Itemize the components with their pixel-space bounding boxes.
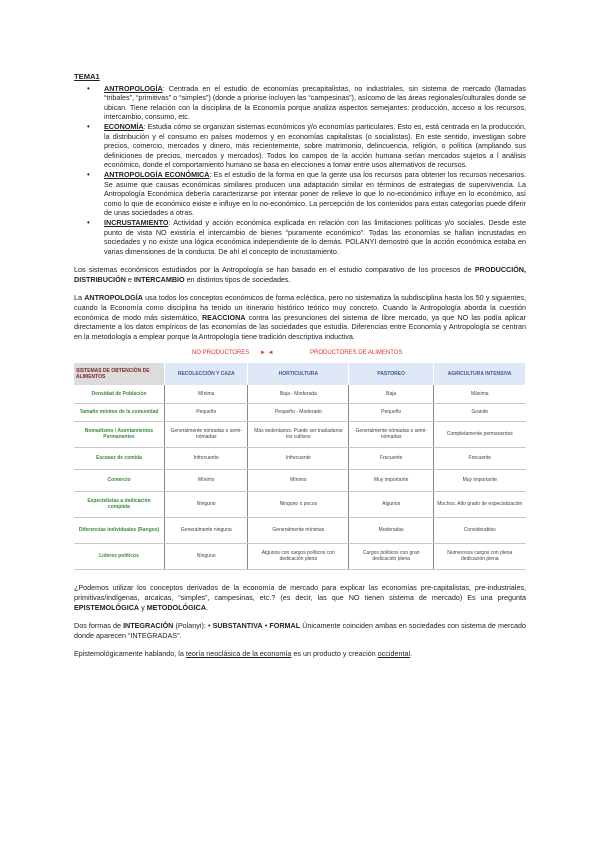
table-cell: Numerosos cargos con plena dedicación plena xyxy=(434,543,526,569)
table-cell: Ninguno o pocos xyxy=(248,491,349,517)
definition: : Actividad y acción económica explicada en relación con las limitaciones políticas y/o sociales. Desde este punto de vista NO existiría el intercambio de bienes “puramente económico”. Todas las economías se hallan incrustadas en sociedades y no existe una lógica económica independiente de lo demás. POLANYI demostró que la acción económica estaba en varias dimensiones de la conducta. De ahí el concepto de incrustamiento. xyxy=(104,217,526,256)
table-cell: Muy importante xyxy=(434,469,526,491)
term: INCRUSTAMIENTO xyxy=(104,217,169,227)
table-cell: Muy importante xyxy=(349,469,434,491)
table-cell: Baja xyxy=(349,385,434,403)
term: ANTROPOLOGÍA ECONÓMICA xyxy=(104,169,210,179)
document-page xyxy=(74,72,526,659)
bold-text: INTERCAMBIO xyxy=(133,274,185,284)
paragraph-systems xyxy=(74,265,526,284)
row-header: Especialistas a dedicación completa xyxy=(74,491,165,517)
definition: : Estudia cómo se organizan sistemas económicos y/o economías particulares. Esto es, está centrada en la producción, la distribución y el consumo en países modernos y en economías capitalistas (o socialistas). En este sentido, investigan sobre precios, comercio, mercados y dinero, más recientemente, sobre matrimonio, delincuencia, religión, o política (ampliando sus definiciones de precios, mercados y mercados). Todos los campos de la acción humana serían mercados sujetos a l análisis económico, donde el comportamiento humano se basa en elecciones a tomar entre usos alternativos de recursos. xyxy=(104,121,526,170)
table-header-row xyxy=(74,363,526,385)
bold-text: FORMAL xyxy=(269,621,301,631)
table-row xyxy=(74,517,526,543)
table-row xyxy=(74,421,526,447)
text: e xyxy=(125,274,134,284)
text: . xyxy=(410,649,413,659)
table-cell: Mínima xyxy=(165,385,248,403)
term: ECONOMÍA xyxy=(104,121,144,131)
table-cell: Mínimo xyxy=(248,469,349,491)
table-header: RECOLECCIÓN Y CAZA xyxy=(165,363,248,385)
bold-text: PRODUCCIÓN, DISTRIBUCIÓN xyxy=(74,265,526,284)
table-cell: Algunos xyxy=(349,491,434,517)
table-cell: Ninguno xyxy=(165,543,248,569)
table-cell: Pequeño - Moderado xyxy=(248,403,349,421)
definitions-list xyxy=(74,84,526,257)
bold-text: SUBSTANTIVA xyxy=(212,621,263,631)
label-non-producers: NO PRODUCTORES xyxy=(192,350,250,357)
table-row xyxy=(74,543,526,569)
table-cell: Generalmente nómadas o semi-nómadas xyxy=(165,421,248,447)
list-item xyxy=(104,122,526,170)
table-cell: Generalmente ninguna xyxy=(165,517,248,543)
table-cell: Infrecuente xyxy=(248,447,349,469)
paragraph-epistemology xyxy=(74,649,526,659)
table-cell: Mínimo xyxy=(165,469,248,491)
table-row xyxy=(74,385,526,403)
table-cell: Pequeño xyxy=(349,403,434,421)
row-header: Tamaño mínimo de la comunidad xyxy=(74,403,165,421)
text: usa todos los conceptos económicos de forma ecléctica, pero no sistematiza la subdisciplina hasta los 50 y siguientes, cuando la Economía como disciplina ha tenido un itinerario histórico teórico muy concreto. Cuando la Antropología aborda la cuestión económica de modo más sistemático, xyxy=(74,293,527,322)
text: Epistemológicamente hablando, la xyxy=(74,649,186,659)
text: • xyxy=(262,621,270,631)
row-header: Diferencias individuales (Rangos) xyxy=(74,517,165,543)
table-cell: Moderadas xyxy=(349,517,434,543)
table-row xyxy=(74,469,526,491)
table-cell: Generalmente nómadas o semi-nómadas xyxy=(349,421,434,447)
table-cell: Frecuente xyxy=(349,447,434,469)
row-header: Comercio xyxy=(74,469,165,491)
text: Los sistemas económicos estudiados por la Antropología se han basado en el estudio comparativo de los procesos de xyxy=(74,265,475,275)
table-cell: Ninguno xyxy=(165,491,248,517)
table-header: PASTOREO xyxy=(349,363,434,385)
table-cell: Más sedentarios. Puede ser trasladarse los cultivos xyxy=(248,421,349,447)
list-item xyxy=(104,218,526,256)
definition: : Es el estudio de la forma en que la gente usa los recursos para obtener los recursos necesarios. Se asume que causas económicas similares producen una adaptación similar en términos de estrategias de supervivencia. La Antropología Económica debería caracterizarse por intentar poner de relieve lo que lo no-económico influye en lo económico, así como lo que de económico existe e influye en lo no-económico. La percepción de los contenidos para estas categorías puede diferir de unas sociedades a otras. xyxy=(104,169,526,218)
paragraph-integration xyxy=(74,621,526,640)
table-top-labels xyxy=(74,349,526,359)
bold-text: INTEGRACIÓN xyxy=(123,621,174,631)
list-item xyxy=(104,170,526,218)
list-item xyxy=(104,84,526,122)
row-header: Escasez de comida xyxy=(74,447,165,469)
table-cell: Grande xyxy=(434,403,526,421)
row-header: Líderes políticos xyxy=(74,543,165,569)
row-header: Nomadismo / Asentamientos Permanentes xyxy=(74,421,165,447)
bold-text: EPISTEMOLÓGICA xyxy=(74,602,140,612)
table-cell: Infrecuente xyxy=(165,447,248,469)
table-cell: Algunos con cargos políticos con dedicación plena xyxy=(248,543,349,569)
table-header: AGRICULTURA INTENSIVA xyxy=(434,363,526,385)
text: . xyxy=(206,602,209,612)
text: Únicamente coinciden ambas en sociedades con sistema de mercado donde aparecen “INTEGRADAS”. xyxy=(74,621,526,640)
paragraph-anthropology xyxy=(74,293,526,341)
text: Dos formas de xyxy=(74,621,124,631)
text: contra las presunciones del sistema de libre mercado, ya que NO las podía aplicar directamente a los datos empíricos de las economías de las sociedades que estudia. Diferencias entre Economía y Antropología se centran en la metodología a emplear porque la Antropología tiene tradición descriptiva inductiva. xyxy=(74,312,526,341)
table-header: SISTEMAS DE OBTENCIÓN DE ALIMENTOS xyxy=(74,363,165,385)
table-cell: Considerables xyxy=(434,517,526,543)
underlined-text: teoría neoclásica de la economía xyxy=(185,649,292,659)
table-row xyxy=(74,403,526,421)
paragraph-question xyxy=(74,583,526,612)
term: ANTROPOLOGÍA xyxy=(104,83,163,93)
text: es un producto y creación xyxy=(291,649,378,659)
food-systems-table-figure xyxy=(74,349,526,583)
table-row xyxy=(74,491,526,517)
table-cell: Pequeño xyxy=(165,403,248,421)
table-cell: Cargos políticos con gran dedicación plena xyxy=(349,543,434,569)
table-cell: Completamente permanentes xyxy=(434,421,526,447)
text: y xyxy=(139,602,147,612)
text: ¿Podemos utilizar los conceptos derivados de la economía de mercado para explicar las economías pre-capitalistas, pre-industriales, primitivas/indígenas, arcaicas, “simples”, campesinas, etc.? (es decir, las que NO tienen sistema de mercado) Es una pregunta xyxy=(74,583,526,603)
underlined-text: occidental xyxy=(377,649,411,659)
bold-text: ANTROPOLOGÍA xyxy=(84,293,143,303)
table-cell: Baja - Moderada xyxy=(248,385,349,403)
label-producers: PRODUCTORES DE ALIMENTOS xyxy=(310,350,403,357)
bold-text: METODOLÓGICA xyxy=(146,602,207,612)
definition: : Centrada en el estudio de economías precapitalistas, no industriales, sin sistema de mercado (llamadas “tribales”, “primitivas” o “simples”) (donde a priorise incluyen las “campesinas”), asícomo de las áreas regionales/culturales donde se ubican. Tiene relación con la disciplina de la Economía porque analiza aspectos semejantes: producción, acceso a los recursos, intercambio, consumo, etc. xyxy=(104,83,526,122)
table-cell: Frecuente xyxy=(434,447,526,469)
arrow-icon: ► ◄ xyxy=(260,350,274,357)
section-title: TEMA1 xyxy=(74,72,100,81)
table-cell: Muchos. Alto grado de especialización xyxy=(434,491,526,517)
food-systems-table xyxy=(74,363,526,570)
table-cell: Máxima xyxy=(434,385,526,403)
text: La xyxy=(74,293,85,303)
table-header: HORTICULTURA xyxy=(248,363,349,385)
text: (Polanyi): • xyxy=(173,621,213,631)
table-row xyxy=(74,447,526,469)
text: en distintos tipos de sociedades. xyxy=(184,274,291,284)
row-header: Densidad de Población xyxy=(74,385,165,403)
bold-text: REACCIONA xyxy=(201,312,246,322)
table-cell: Generalmente mínimas xyxy=(248,517,349,543)
